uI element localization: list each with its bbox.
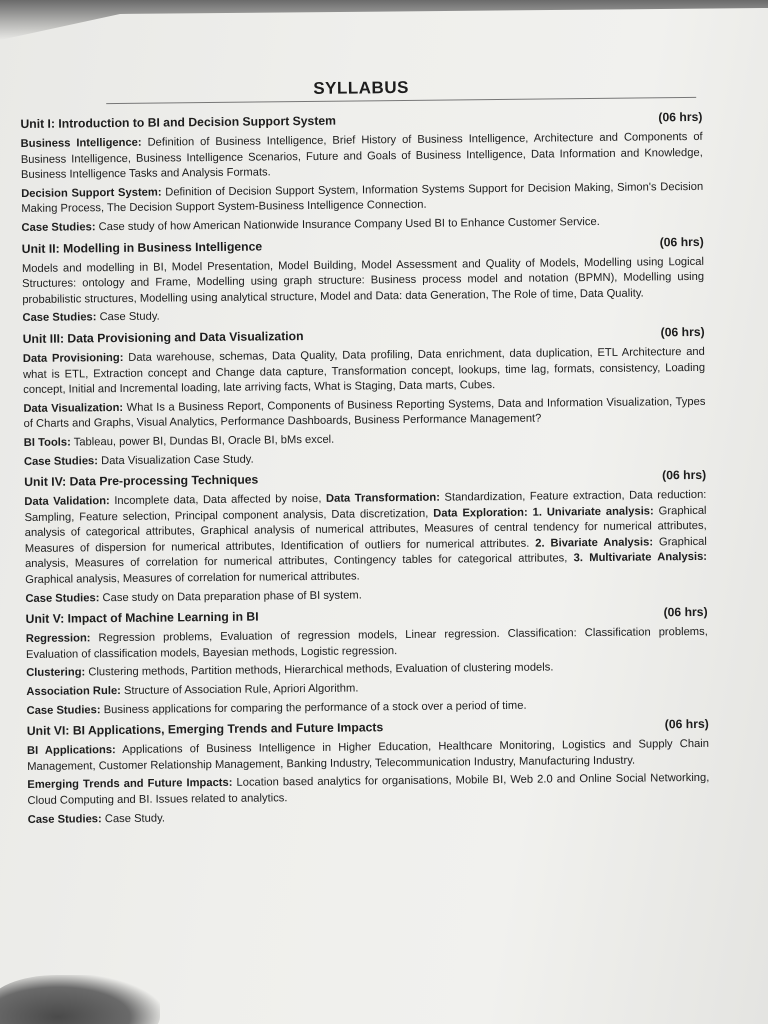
topic-label: Data Provisioning: xyxy=(22,351,124,365)
unit-heading xyxy=(23,325,705,346)
topic-paragraph xyxy=(22,304,704,327)
unit-section xyxy=(22,234,705,327)
unit-title: Unit I: Introduction to BI and Decision Support System xyxy=(20,113,337,131)
unit-heading xyxy=(20,110,702,131)
page-corner-shadow xyxy=(0,0,768,40)
topic-text: Case study of how American Nationwide Insurance Company Used BI to Enhance Customer Service. xyxy=(95,215,600,234)
topic-paragraph xyxy=(27,696,709,719)
topic-text: Regression problems, Evaluation of regression models, Linear regression. Classification: Classification problems, Evaluation of classification models, Bayesian methods, Logistic regression. xyxy=(25,626,708,661)
unit-heading xyxy=(27,717,709,738)
topic-label: 2. Bivariate Analysis: xyxy=(535,536,654,550)
topic-text: Tableau, power BI, Dundas BI, Oracle BI, bMs excel. xyxy=(70,433,335,449)
topic-label: Case Studies: xyxy=(27,812,102,826)
topic-label: Regression: xyxy=(25,632,91,646)
topic-paragraph xyxy=(23,395,705,433)
unit-section xyxy=(27,717,710,828)
topic-paragraph xyxy=(26,625,708,663)
units-container xyxy=(20,110,709,828)
topic-paragraph xyxy=(24,447,706,470)
unit-section xyxy=(23,325,706,470)
unit-hours: (06 hrs) xyxy=(664,717,709,732)
topic-paragraph xyxy=(27,737,709,775)
topic-label: Decision Support System: xyxy=(21,186,162,200)
topic-paragraph xyxy=(21,130,703,184)
topic-text: Clustering methods, Partition methods, Hierarchical methods, Evaluation of clustering models. xyxy=(85,661,554,679)
topic-paragraph xyxy=(28,805,710,828)
syllabus-content xyxy=(20,75,710,831)
unit-hours: (06 hrs) xyxy=(660,324,705,340)
topic-text: Structure of Association Rule, Apriori Algorithm. xyxy=(120,682,359,698)
unit-title: Unit IV: Data Pre-processing Techniques xyxy=(24,472,259,490)
topic-text: Applications of Business Intelligence in Higher Education, Healthcare Monitoring, Logistics and Supply Chain Management, Customer Relationship Management, Banking Industry, Telecommunication Industry, Manufacturing Industry. xyxy=(27,738,710,773)
topic-label: Data Transformation: xyxy=(325,491,441,505)
unit-title: Unit II: Modelling in Business Intelligence xyxy=(21,239,263,256)
topic-label: Data Validation: xyxy=(24,495,110,509)
topic-text: Data Visualization Case Study. xyxy=(97,453,254,467)
topic-label: Business Intelligence: xyxy=(20,136,142,150)
topic-text: Graphical analysis, Measures of correlation for numerical attributes, Contingency tables for categorical attributes, xyxy=(24,535,707,571)
topic-paragraph xyxy=(23,345,705,399)
topic-label: Clustering: xyxy=(26,666,86,680)
topic-text: Data warehouse, schemas, Data Quality, Data profiling, Data enrichment, data duplication, ETL Architecture and what is ETL, Extraction concept and Change data capture, Transformation concept, lookups, time lag, formats, consistency, Loading concept, Initial and Incremental loading, late arriving facts, What is Staging, Data marts, Cubes. xyxy=(23,345,706,397)
topic-label: 3. Multivariate Analysis: xyxy=(573,551,708,565)
topic-text: Graphical analysis, Measures of correlation for numerical attributes. xyxy=(25,570,360,587)
topic-text: Case Study. xyxy=(101,812,165,825)
unit-section xyxy=(26,605,709,719)
topic-label: BI Tools: xyxy=(23,436,71,449)
unit-heading xyxy=(24,468,706,489)
topic-text: Incomplete data, Data affected by noise, xyxy=(109,492,327,508)
topic-text: Graphical analysis of categorical attributes, Graphical analysis of numerical attributes, Measures of central tendency for numerical attributes, Measures of dispersion for numerical attributes, Identification of outliers for numerical attributes. xyxy=(24,504,707,555)
topic-text: Case study on Data preparation phase of BI system. xyxy=(99,589,362,604)
unit-title: Unit VI: BI Applications, Emerging Trends and Future Impacts xyxy=(26,720,384,739)
topic-label: Case Studies: xyxy=(21,221,96,234)
topic-paragraph xyxy=(21,214,703,237)
unit-section xyxy=(20,110,703,237)
topic-text: Definition of Decision Support System, Information Systems Support for Decision Making, Simon's Decision Making Process, The Decision Support System-Business Intelligence Connection. xyxy=(21,180,704,216)
topic-text: Models and modelling in BI, Model Presentation, Model Building, Model Assessment and Quality of Models, Modelling using Logical Structures: ontology and Frame, Modelling using graph structure: Business process model and notation (BPMN), Modelling using probabilistic structures, Modelling using analytical structure, Model and Data: data Generation, The Role of time, Data Quality. xyxy=(21,255,705,306)
topic-text: Standardization, Feature extraction, Data reduction: Sampling, Feature selection, Principal component analysis, Data discretization, xyxy=(24,488,707,524)
topic-label: Case Studies: xyxy=(26,703,101,717)
topic-paragraph xyxy=(21,180,703,218)
topic-label: Case Studies: xyxy=(25,591,100,605)
unit-title: Unit V: Impact of Machine Learning in BI xyxy=(25,609,259,627)
topic-label: BI Applications: xyxy=(26,744,116,758)
topic-label: Data Exploration: 1. Univariate analysis: xyxy=(433,505,654,520)
topic-paragraph xyxy=(24,488,707,589)
unit-title: Unit III: Data Provisioning and Data Visualization xyxy=(22,328,304,346)
topic-label: Data Visualization: xyxy=(23,401,124,415)
topic-text: What Is a Business Report, Components of Business Reporting Systems, Data and Information Visualization, Types of Charts and Graphs, Visual Analytics, Performance Dashboards, Business Performance Management? xyxy=(23,395,706,431)
topic-label: Case Studies: xyxy=(22,311,97,325)
unit-hours: (06 hrs) xyxy=(662,467,707,483)
topic-text: Case Study. xyxy=(96,310,160,324)
page-title: SYLLABUS xyxy=(313,77,409,98)
topic-text: Business applications for comparing the performance of a stock over a period of time. xyxy=(100,699,527,716)
topic-paragraph xyxy=(25,584,707,607)
unit-heading xyxy=(22,234,704,255)
unit-hours: (06 hrs) xyxy=(659,234,704,249)
topic-text: Location based analytics for organisations, Mobile BI, Web 2.0 and Online Social Networking, Cloud Computing and BI. Issues related to analytics. xyxy=(27,772,710,807)
topic-paragraph xyxy=(22,254,704,308)
thumb-shadow xyxy=(0,975,160,1024)
topic-paragraph xyxy=(27,771,709,809)
unit-hours: (06 hrs) xyxy=(663,605,708,620)
unit-hours: (06 hrs) xyxy=(658,109,703,125)
unit-heading xyxy=(26,605,708,626)
unit-section xyxy=(24,468,707,607)
topic-text: Definition of Business Intelligence, Brief History of Business Intelligence, Architecture and Components of Business Intelligence, Business Intelligence Scenarios, Future and Goals of Business Intelligence, Data Information and Knowledge, Business Intelligence Tasks and Analysis Formats. xyxy=(20,130,703,182)
topic-label: Association Rule: xyxy=(26,685,121,698)
topic-label: Case Studies: xyxy=(23,454,99,468)
topic-label: Emerging Trends and Future Impacts: xyxy=(27,777,233,792)
